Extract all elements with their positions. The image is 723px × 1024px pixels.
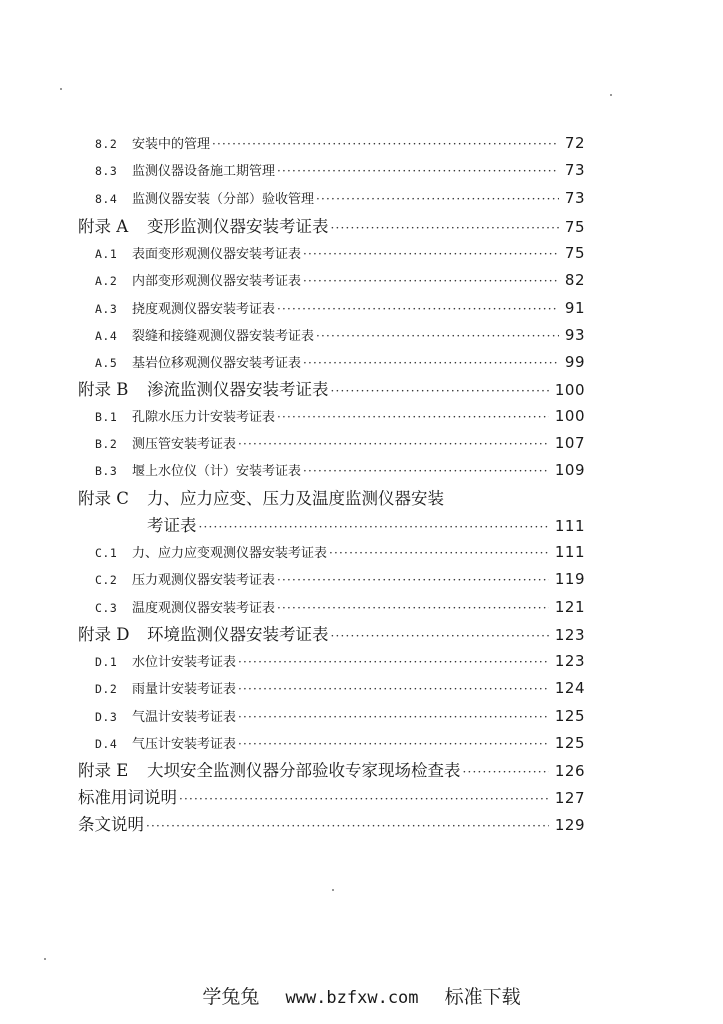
toc-entry-code: A.3 — [95, 302, 118, 316]
toc-entry-d-1[interactable] — [95, 651, 585, 670]
toc-entry-clause-explanation[interactable] — [78, 811, 585, 835]
dot-leader — [463, 765, 549, 779]
toc-entry-c-3[interactable] — [95, 597, 585, 616]
toc-entry-b-2[interactable] — [95, 433, 585, 452]
toc-entry-page: 129 — [554, 816, 585, 834]
toc-entry-page: 100 — [554, 407, 585, 425]
toc-entry-code: C.3 — [95, 601, 118, 615]
toc-entry-page: 123 — [554, 626, 585, 644]
dot-leader — [238, 710, 549, 724]
toc-entry-page: 125 — [554, 734, 585, 752]
dot-leader — [238, 682, 549, 696]
toc-entry-title: 环境监测仪器安装考证表 — [147, 625, 329, 644]
toc-entry-code: A.4 — [95, 329, 118, 343]
dot-leader — [277, 164, 559, 178]
toc-entry-page: 125 — [554, 707, 585, 725]
toc-entry-title: 监测仪器设备施工期管理 — [132, 164, 276, 179]
toc-entry-page: 91 — [564, 299, 585, 317]
toc-entry-title: 雨量计安装考证表 — [132, 682, 237, 697]
toc-entry-page: 75 — [564, 218, 585, 236]
toc-entry-appendix-a[interactable] — [78, 213, 585, 237]
toc-entry-code: 附录 B — [78, 380, 129, 399]
toc-entry-page: 111 — [554, 543, 585, 561]
dot-leader — [146, 819, 549, 833]
toc-entry-page: 100 — [554, 381, 585, 399]
scan-speck — [610, 94, 612, 96]
dot-leader — [277, 601, 549, 615]
dot-leader — [303, 274, 559, 288]
toc-entry-b-3[interactable] — [95, 460, 585, 479]
toc-entry-code: A.5 — [95, 356, 118, 370]
toc-entry-d-3[interactable] — [95, 706, 585, 725]
toc-entry-title: 水位计安装考证表 — [132, 655, 237, 670]
toc-entry-code: 8.4 — [95, 192, 118, 206]
toc-entry-appendix-e[interactable] — [78, 757, 585, 781]
toc-entry-a-3[interactable] — [95, 298, 585, 317]
toc-entry-page: 75 — [564, 244, 585, 262]
toc-entry-code: 8.3 — [95, 164, 118, 178]
toc-entry-d-4[interactable] — [95, 733, 585, 752]
dot-leader — [277, 573, 549, 587]
dot-leader — [238, 737, 549, 751]
toc-entry-code: C.1 — [95, 546, 118, 560]
toc-entry-page: 127 — [554, 789, 585, 807]
toc-entry-title: 变形监测仪器安装考证表 — [147, 217, 329, 236]
toc-entry-title: 温度观测仪器安装考证表 — [132, 601, 276, 616]
dot-leader — [238, 655, 549, 669]
toc-entry-standard-wording[interactable] — [78, 784, 585, 808]
scan-speck — [332, 889, 334, 891]
toc-entry-c-1[interactable] — [95, 542, 585, 561]
toc-entry-page: 124 — [554, 679, 585, 697]
dot-leader — [316, 192, 559, 206]
toc-entry-page: 72 — [564, 134, 585, 152]
toc-entry-page: 93 — [564, 326, 585, 344]
toc-entry-page: 107 — [554, 434, 585, 452]
toc-entry-8-4[interactable] — [95, 188, 585, 207]
toc-entry-code: C.2 — [95, 573, 118, 587]
toc-entry-appendix-b[interactable] — [78, 376, 585, 400]
scan-speck — [44, 958, 46, 960]
toc-entry-a-4[interactable] — [95, 325, 585, 344]
toc-entry-title: 挠度观测仪器安装考证表 — [132, 302, 276, 317]
toc-entry-code: 附录 E — [78, 761, 129, 780]
dot-leader — [212, 137, 559, 151]
footer-slogan: 标准下载 — [444, 986, 521, 1008]
toc-entry-title: 表面变形观测仪器安装考证表 — [132, 247, 302, 262]
toc-entry-title: 渗流监测仪器安装考证表 — [147, 380, 329, 399]
toc-entry-page: 82 — [564, 271, 585, 289]
toc-entry-title: 标准用词说明 — [78, 788, 177, 807]
toc-entry-appendix-d[interactable] — [78, 621, 585, 645]
toc-entry-appendix-c-continued[interactable] — [147, 512, 585, 536]
toc-entry-title: 条文说明 — [78, 815, 144, 834]
toc-entry-page: 119 — [554, 570, 585, 588]
footer-site-name: 学兔兔 — [202, 986, 260, 1008]
toc-entry-page: 73 — [564, 189, 585, 207]
toc-entry-title: 大坝安全监测仪器分部验收专家现场检查表 — [147, 761, 461, 780]
dot-leader — [303, 247, 559, 261]
toc-entry-code: D.2 — [95, 682, 118, 696]
toc-entry-code: 附录 C — [78, 489, 129, 508]
toc-entry-title: 测压管安装考证表 — [132, 437, 237, 452]
toc-entry-title: 力、应力应变观测仪器安装考证表 — [132, 546, 328, 561]
toc-entry-title: 堰上水位仪（计）安装考证表 — [132, 464, 302, 479]
dot-leader — [316, 329, 559, 343]
toc-entry-title: 内部变形观测仪器安装考证表 — [132, 274, 302, 289]
dot-leader — [331, 629, 549, 643]
toc-entry-title: 气压计安装考证表 — [132, 737, 237, 752]
toc-entry-code: D.1 — [95, 655, 118, 669]
toc-entry-code: B.1 — [95, 410, 118, 424]
dot-leader — [331, 221, 559, 235]
toc-entry-code: A.2 — [95, 274, 118, 288]
toc-entry-code: B.3 — [95, 464, 118, 478]
toc-entry-page: 109 — [554, 461, 585, 479]
toc-entry-b-1[interactable] — [95, 406, 585, 425]
toc-entry-page: 111 — [554, 517, 585, 535]
toc-entry-page: 121 — [554, 598, 585, 616]
toc-entry-c-2[interactable] — [95, 569, 585, 588]
page-footer — [0, 982, 723, 1009]
toc-entry-title-continued: 考证表 — [147, 516, 197, 535]
toc-entry-appendix-c[interactable] — [78, 485, 585, 509]
toc-entry-code: D.4 — [95, 737, 118, 751]
toc-entry-title: 裂缝和接缝观测仪器安装考证表 — [132, 329, 315, 344]
dot-leader — [277, 302, 559, 316]
toc-entry-a-5[interactable] — [95, 352, 585, 371]
toc-entry-title: 压力观测仪器安装考证表 — [132, 573, 276, 588]
dot-leader — [303, 356, 559, 370]
toc-entry-title: 安装中的管理 — [132, 137, 211, 152]
toc-entry-title: 基岩位移观测仪器安装考证表 — [132, 356, 302, 371]
toc-entry-code: 附录 A — [78, 217, 129, 236]
toc-entry-d-2[interactable] — [95, 678, 585, 697]
toc-entry-code: 附录 D — [78, 625, 130, 644]
toc-entry-page: 73 — [564, 161, 585, 179]
dot-leader — [303, 464, 549, 478]
toc-entry-a-1[interactable] — [95, 243, 585, 262]
toc-entry-code: A.1 — [95, 247, 118, 261]
dot-leader — [331, 384, 549, 398]
toc-entry-a-2[interactable] — [95, 270, 585, 289]
toc-entry-8-2[interactable] — [95, 133, 585, 152]
dot-leader — [238, 437, 549, 451]
toc-entry-title: 孔隙水压力计安装考证表 — [132, 410, 276, 425]
toc-entry-page: 99 — [564, 353, 585, 371]
toc-entry-code: D.3 — [95, 710, 118, 724]
dot-leader — [179, 792, 549, 806]
toc-entry-code: B.2 — [95, 437, 118, 451]
toc-entry-title: 监测仪器安装（分部）验收管理 — [132, 192, 315, 207]
toc-entry-page: 123 — [554, 652, 585, 670]
dot-leader — [329, 546, 549, 560]
footer-url-link[interactable]: www.bzfxw.com — [285, 988, 419, 1008]
toc-entry-8-3[interactable] — [95, 160, 585, 179]
toc-entry-code: 8.2 — [95, 137, 118, 151]
scan-speck — [60, 88, 62, 90]
toc-entry-title: 气温计安装考证表 — [132, 710, 237, 725]
toc-entry-page: 126 — [554, 762, 585, 780]
toc-entry-title: 力、应力应变、压力及温度监测仪器安装 — [147, 489, 444, 508]
dot-leader — [277, 410, 549, 424]
dot-leader — [199, 520, 549, 534]
